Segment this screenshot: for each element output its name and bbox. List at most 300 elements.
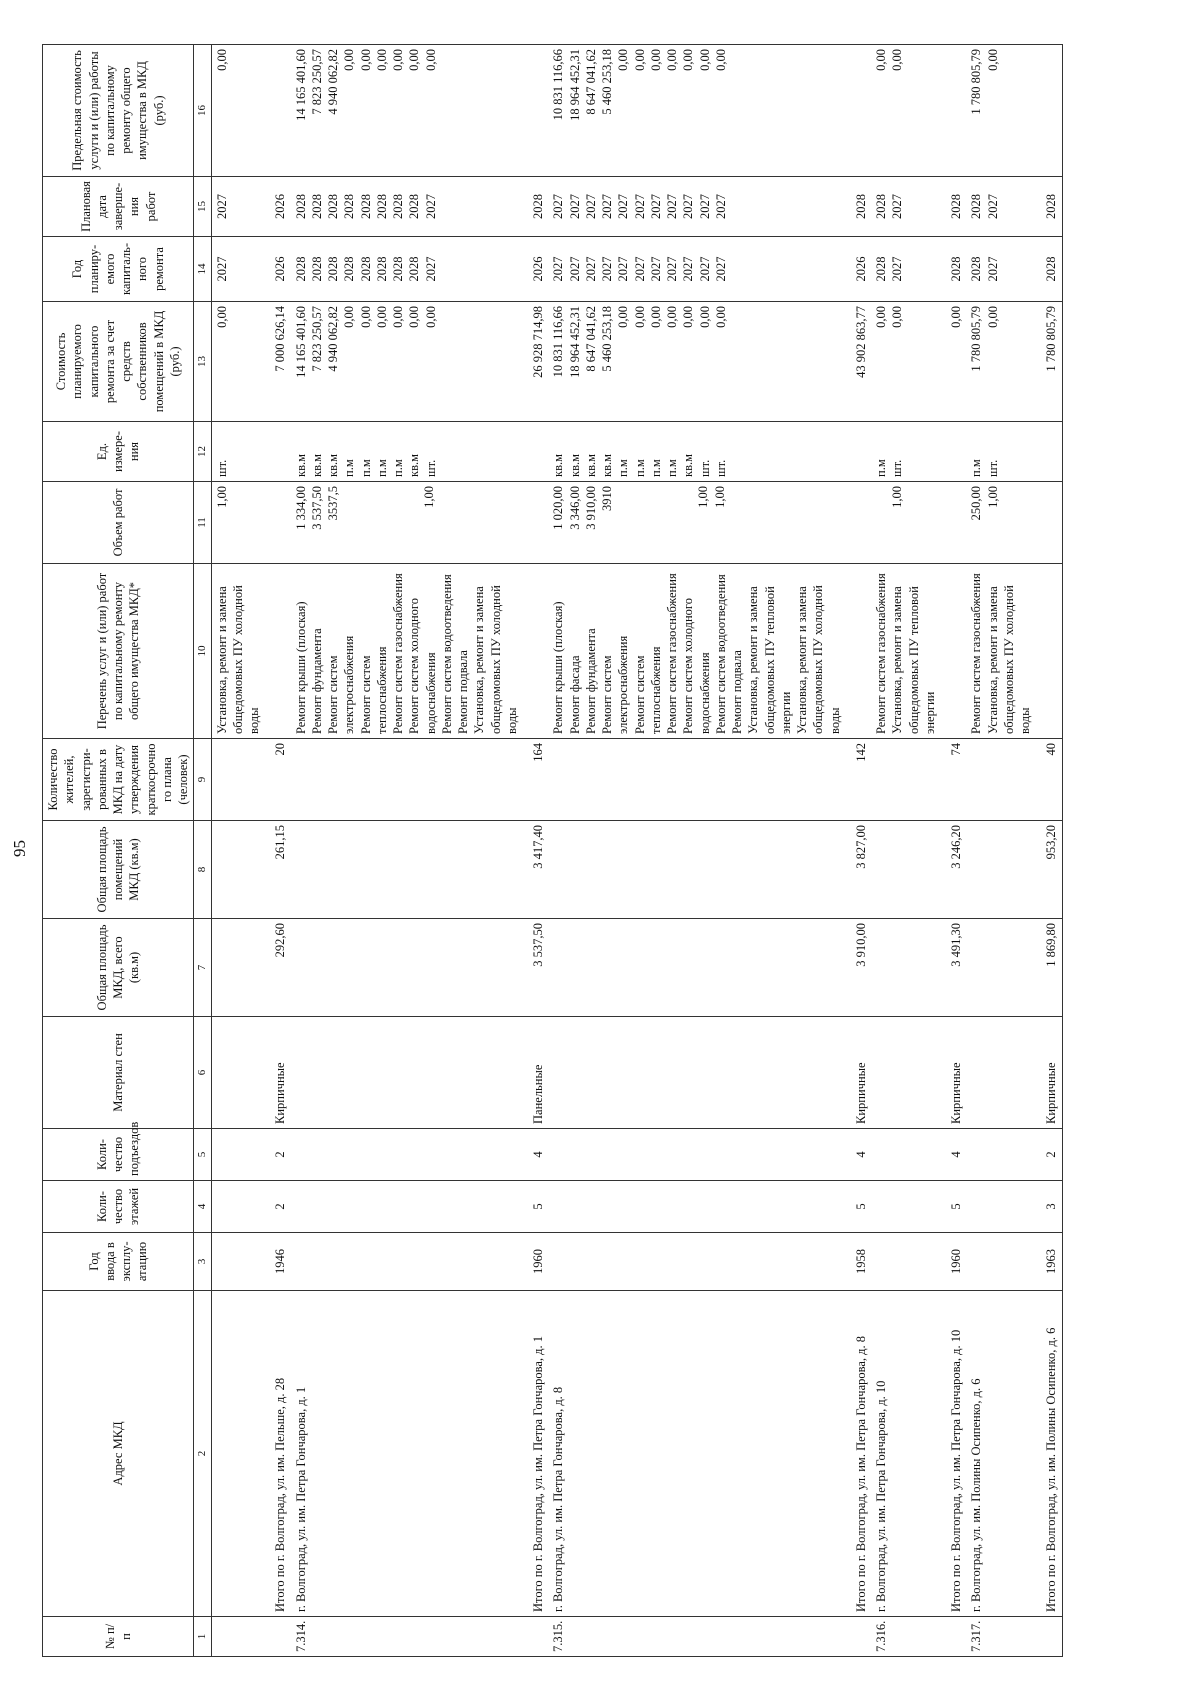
empty-cell [211, 1233, 264, 1291]
empty-cell [264, 564, 290, 739]
cost-list [871, 302, 940, 422]
work-item: Ремонт систем электроснабжения [600, 635, 631, 734]
row-number: 7.317. [966, 1617, 1035, 1657]
year-value: 2028 [874, 256, 889, 282]
work-item: Установка, ремонт и замена общедомовых ПУ холодной воды [214, 585, 262, 734]
cost-value: 0,00 [407, 306, 422, 328]
empty-cell [1035, 422, 1062, 482]
empty-cell [1035, 564, 1062, 739]
empty-cell [845, 1617, 871, 1657]
work-item: Установка, ремонт и замена общедомовых ПУ холодной воды [472, 585, 519, 734]
empty-cell [522, 45, 548, 177]
volume-value: 1,00 [985, 486, 1000, 508]
column-number: 8 [194, 821, 211, 919]
cost-value: 18 964 452,31 [567, 306, 582, 378]
year-value: 2027 [713, 256, 728, 282]
area-rooms: 3 417,40 [522, 821, 548, 919]
plan-date: 2028 [845, 177, 871, 237]
price-cap-value: 0,00 [423, 49, 438, 71]
entrances: 2 [264, 1129, 290, 1181]
work-item: Установка, ремонт и замена общедомовых ПУ тепловой энергии [746, 586, 793, 734]
empty-cell [264, 45, 290, 177]
address: г. Волгоград, ул. им. Петра Гончарова, д. 8 [548, 1291, 845, 1617]
plan-date-value: 2027 [567, 194, 582, 219]
floors: 5 [940, 1181, 966, 1233]
price-cap-value: 0,00 [358, 49, 373, 71]
column-number: 12 [194, 422, 211, 482]
column-number-row [194, 45, 211, 1657]
header-c9: Количество жителей, зарегистри-рованных в МКД на дату утверждения краткосрочно го плана (человек) [43, 739, 194, 821]
total-label: Итого по г. Волгоград, ул. им. Полины Осипенко, д. 6 [1035, 1291, 1062, 1617]
cost-value: 0,00 [214, 306, 229, 328]
plan-date-value: 2028 [374, 194, 389, 219]
empty-cell [211, 821, 264, 919]
empty-cell [966, 1129, 1035, 1181]
empty-cell [264, 482, 290, 564]
cost-list [211, 302, 264, 422]
commission-year: 1946 [264, 1233, 290, 1291]
column-number: 15 [194, 177, 211, 237]
cost-value: 0,00 [697, 306, 712, 328]
commission-year: 1960 [522, 1233, 548, 1291]
empty-cell [522, 564, 548, 739]
unit-value: п.м [358, 459, 373, 477]
empty-cell [871, 1233, 940, 1291]
residents: 74 [940, 739, 966, 821]
year-value: 2028 [374, 256, 389, 282]
planned-year: 2026 [845, 237, 871, 302]
cost-value: 0,00 [985, 306, 1000, 328]
empty-cell [940, 564, 966, 739]
year-value: 2027 [583, 256, 598, 282]
empty-cell [966, 739, 1035, 821]
floors: 5 [845, 1181, 871, 1233]
residents: 20 [264, 739, 290, 821]
volume-value [373, 486, 389, 559]
plan-date-value: 2027 [632, 194, 647, 219]
empty-cell [291, 1129, 523, 1181]
volume-value: 1,00 [422, 486, 437, 508]
header-c1: № п/п [43, 1617, 194, 1657]
work-item: Ремонт подвала [456, 650, 471, 734]
unit-value: кв.м [567, 453, 582, 477]
plan-date: 2026 [264, 177, 290, 237]
cost-value: 0,00 [391, 306, 406, 328]
plan-date-value: 2028 [342, 194, 357, 219]
plan-date-value: 2028 [293, 194, 308, 219]
work-item: Ремонт систем теплоснабжения [358, 646, 389, 734]
empty-cell [291, 1233, 523, 1291]
price-cap-value: 0,00 [214, 49, 229, 71]
empty-cell [966, 1181, 1035, 1233]
total-label: Итого по г. Волгоград, ул. им. Петра Гончарова, д. 8 [845, 1291, 871, 1617]
header-c15: Плановая дата заверше-ния работ [43, 177, 194, 237]
volume-value [405, 486, 421, 559]
empty-cell [966, 1017, 1035, 1129]
address: г. Волгоград, ул. им. Петра Гончарова, д. 10 [871, 1291, 940, 1617]
year-value: 2027 [697, 256, 712, 282]
price-cap-value: 1 780 805,79 [969, 49, 984, 115]
plan-date-value: 2027 [583, 194, 598, 219]
commission-year: 1963 [1035, 1233, 1062, 1291]
header-c14: Год планиру-емого капиталь-ного ремонта [43, 237, 194, 302]
plan-date-value: 2027 [713, 194, 728, 219]
plan-date-value: 2027 [890, 194, 905, 219]
area-rooms: 261,15 [264, 821, 290, 919]
total-label: Итого по г. Волгоград, ул. им. Петра Гончарова, д. 10 [940, 1291, 966, 1617]
volume-list [291, 482, 523, 564]
address [211, 1291, 264, 1617]
unit-list [966, 422, 1035, 482]
object-row [548, 45, 845, 1657]
price-cap-value: 0,00 [713, 49, 728, 71]
price-cap-value: 0,00 [648, 49, 663, 71]
volume-value [389, 486, 405, 559]
empty-cell [845, 482, 871, 564]
object-row [291, 45, 523, 1657]
cost-value: 0,00 [890, 306, 905, 328]
year-value: 2027 [616, 256, 631, 282]
empty-cell [522, 482, 548, 564]
work-item: Ремонт систем холодного водоснабжения [681, 598, 712, 734]
price-cap-value: 0,00 [681, 49, 696, 71]
plan-date: 2028 [1035, 177, 1062, 237]
empty-cell [1035, 482, 1062, 564]
empty-cell [871, 1129, 940, 1181]
cost-value: 0,00 [632, 306, 647, 328]
wall-material: Панельные [522, 1017, 548, 1129]
total-row [1035, 45, 1062, 1657]
empty-cell [211, 919, 264, 1017]
volume-value [873, 486, 889, 559]
volume-list [211, 482, 264, 564]
price-cap-value: 0,00 [342, 49, 357, 71]
plan-date-list [548, 177, 845, 237]
address: г. Волгоград, ул. им. Петра Гончарова, д. 1 [291, 1291, 523, 1617]
year-value: 2028 [309, 256, 324, 282]
year-list [211, 237, 264, 302]
empty-cell [940, 422, 966, 482]
empty-cell [291, 1181, 523, 1233]
price-cap-value: 4 940 062,82 [326, 49, 341, 115]
price-cap-value: 8 647 041,62 [583, 49, 598, 115]
work-item: Ремонт крыши (плоская) [293, 601, 308, 734]
volume-value [631, 486, 647, 559]
area-total: 3 491,30 [940, 919, 966, 1017]
work-list [966, 564, 1035, 739]
unit-list [211, 422, 264, 482]
residents: 142 [845, 739, 871, 821]
entrances: 4 [845, 1129, 871, 1181]
work-item: Установка, ремонт и замена общедомовых ПУ холодной воды [795, 585, 842, 734]
cost-value: 5 460 253,18 [600, 306, 615, 372]
unit-value: шт. [214, 459, 229, 477]
year-value: 2028 [358, 256, 373, 282]
plan-date-list [291, 177, 523, 237]
plan-date-list [966, 177, 1035, 237]
total-label: Итого по г. Волгоград, ул. им. Пельше, д. 28 [264, 1291, 290, 1617]
object-row [871, 45, 940, 1657]
empty-cell [522, 422, 548, 482]
cost-value: 8 647 041,62 [583, 306, 598, 372]
plan-date-value: 2027 [616, 194, 631, 219]
price-cap-value: 0,00 [391, 49, 406, 71]
column-number: 13 [194, 302, 211, 422]
year-value: 2027 [214, 256, 229, 282]
column-number: 1 [194, 1617, 211, 1657]
commission-year: 1960 [940, 1233, 966, 1291]
entrances: 4 [940, 1129, 966, 1181]
volume-value [357, 486, 373, 559]
unit-value: п.м [648, 459, 663, 477]
year-value: 2027 [665, 256, 680, 282]
work-item: Ремонт фундамента [583, 628, 598, 734]
year-value: 2027 [567, 256, 582, 282]
volume-value: 3537,5 [326, 486, 341, 521]
plan-date-value: 2027 [681, 194, 696, 219]
work-item: Ремонт фасада [567, 655, 582, 734]
cost-value: 0,00 [616, 306, 631, 328]
price-cap-value: 0,00 [374, 49, 389, 71]
page-number: 95 [10, 840, 29, 857]
plan-date-value: 2027 [697, 194, 712, 219]
work-item: Ремонт систем водоотведения [713, 574, 728, 734]
cost-value: 1 780 805,79 [969, 306, 984, 372]
commission-year: 1958 [845, 1233, 871, 1291]
unit-list [871, 422, 940, 482]
unit-value: п.м [874, 459, 889, 477]
column-number: 5 [194, 1129, 211, 1181]
address: г. Волгоград, ул. им. Полины Осипенко, д. 6 [966, 1291, 1035, 1617]
empty-cell [548, 1181, 845, 1233]
residents: 164 [522, 739, 548, 821]
plan-date-value: 2027 [665, 194, 680, 219]
year-value: 2027 [600, 256, 615, 282]
column-number: 4 [194, 1181, 211, 1233]
floors: 3 [1035, 1181, 1062, 1233]
work-item: Установка, ремонт и замена общедомовых ПУ тепловой энергии [890, 586, 937, 734]
column-number: 6 [194, 1017, 211, 1129]
column-number: 9 [194, 739, 211, 821]
empty-cell [211, 1181, 264, 1233]
unit-value: п.м [342, 459, 357, 477]
cost-list [548, 302, 845, 422]
header-c6: Материал стен [43, 1017, 194, 1129]
price-cap-value: 10 831 116,66 [551, 49, 566, 121]
total-row [522, 45, 548, 1657]
volume-value: 1,00 [890, 486, 905, 508]
empty-cell [966, 1233, 1035, 1291]
unit-value: шт. [985, 459, 1000, 477]
wall-material: Кирпичные [264, 1017, 290, 1129]
empty-cell [548, 919, 845, 1017]
empty-cell [548, 1017, 845, 1129]
work-item: Ремонт систем газоснабжения [391, 573, 406, 734]
unit-value: п.м [391, 459, 406, 477]
empty-cell [845, 422, 871, 482]
total-cost: 7 000 626,14 [264, 302, 290, 422]
cost-value: 0,00 [358, 306, 373, 328]
price-cap-value: 0,00 [616, 49, 631, 71]
plan-date-value: 2028 [407, 194, 422, 219]
total-cost: 1 780 805,79 [1035, 302, 1062, 422]
unit-value: п.м [665, 459, 680, 477]
empty-cell [548, 739, 845, 821]
volume-value: 1 334,00 [293, 486, 308, 530]
unit-value: кв.м [583, 453, 598, 477]
empty-cell [211, 1129, 264, 1181]
empty-cell [845, 45, 871, 177]
wall-material: Кирпичные [1035, 1017, 1062, 1129]
unit-value: шт. [890, 459, 905, 477]
floors: 2 [264, 1181, 290, 1233]
column-number: 7 [194, 919, 211, 1017]
plan-date-value: 2027 [648, 194, 663, 219]
empty-cell [871, 1017, 940, 1129]
total-row [264, 45, 290, 1657]
year-value: 2028 [407, 256, 422, 282]
floors: 5 [522, 1181, 548, 1233]
price-cap-list [211, 45, 264, 177]
cost-value: 0,00 [648, 306, 663, 328]
plan-date-value: 2028 [874, 194, 889, 219]
price-cap-value: 0,00 [407, 49, 422, 71]
volume-list [966, 482, 1035, 564]
wall-material: Кирпичные [845, 1017, 871, 1129]
empty-cell [522, 1617, 548, 1657]
price-cap-list [871, 45, 940, 177]
price-cap-value: 0,00 [697, 49, 712, 71]
year-value: 2027 [985, 256, 1000, 282]
volume-value: 250,00 [969, 486, 984, 521]
plan-date-list [871, 177, 940, 237]
unit-value: п.м [632, 459, 647, 477]
empty-cell [211, 739, 264, 821]
unit-list [548, 422, 845, 482]
price-cap-value: 5 460 253,18 [600, 49, 615, 115]
empty-cell [940, 1617, 966, 1657]
column-number: 3 [194, 1233, 211, 1291]
unit-value: кв.м [293, 453, 308, 477]
cost-value: 4 940 062,82 [326, 306, 341, 372]
volume-value [663, 486, 679, 559]
total-cost: 43 902 863,77 [845, 302, 871, 422]
cost-value: 0,00 [374, 306, 389, 328]
entrances: 2 [1035, 1129, 1062, 1181]
header-c2: Адрес МКД [43, 1291, 194, 1617]
empty-cell [291, 919, 523, 1017]
object-row [966, 45, 1035, 1657]
planned-year: 2028 [940, 237, 966, 302]
planned-year: 2026 [264, 237, 290, 302]
empty-cell [845, 564, 871, 739]
cost-value: 0,00 [874, 306, 889, 328]
volume-value: 1,00 [712, 486, 727, 508]
empty-cell [291, 821, 523, 919]
work-item: Ремонт фундамента [309, 628, 324, 734]
header-c7: Общая площадь МКД, всего (кв.м) [43, 919, 194, 1017]
year-value: 2027 [423, 256, 438, 282]
unit-value: кв.м [407, 453, 422, 477]
unit-value: шт. [713, 459, 728, 477]
row-number: 7.316. [871, 1617, 940, 1657]
header-c5: Коли-чество подъездов [43, 1129, 194, 1181]
empty-cell [264, 1617, 290, 1657]
header-c12: Ед. измере-ния [43, 422, 194, 482]
price-cap-list [966, 45, 1035, 177]
header-c13: Стоимость планируемого капитального ремонта за счет средств собственников помещений в МКД (руб.) [43, 302, 194, 422]
price-cap-value: 14 165 401,60 [293, 49, 308, 121]
work-item: Ремонт систем теплоснабжения [632, 646, 663, 734]
header-row [43, 45, 194, 1657]
plan-date-list [211, 177, 264, 237]
total-cost: 26 928 714,98 [522, 302, 548, 422]
area-total: 3 910,00 [845, 919, 871, 1017]
area-total: 292,60 [264, 919, 290, 1017]
cost-value: 0,00 [665, 306, 680, 328]
volume-value [679, 486, 695, 559]
total-row [845, 45, 871, 1657]
plan-date-value: 2027 [985, 194, 1000, 219]
year-value: 2027 [648, 256, 663, 282]
price-cap-value: 0,00 [632, 49, 647, 71]
cost-value: 0,00 [681, 306, 696, 328]
column-number: 14 [194, 237, 211, 302]
work-item: Ремонт систем электроснабжения [326, 635, 357, 734]
volume-list [548, 482, 845, 564]
unit-value: кв.м [309, 453, 324, 477]
empty-cell [871, 739, 940, 821]
cost-value: 0,00 [713, 306, 728, 328]
header-c10: Перечень услуг и (или) работ по капитальному ремонту общего имущества МКД* [43, 564, 194, 739]
year-list [548, 237, 845, 302]
empty-cell [291, 1017, 523, 1129]
work-item: Установка, ремонт и замена общедомовых ПУ холодной воды [985, 585, 1033, 734]
volume-value: 3 910,00 [583, 486, 598, 530]
price-cap-list [548, 45, 845, 177]
work-item: Ремонт систем водоотведения [439, 574, 454, 734]
volume-value [647, 486, 663, 559]
row-number: 7.314. [291, 1617, 523, 1657]
price-cap-value: 0,00 [890, 49, 905, 71]
work-list [291, 564, 523, 739]
volume-value: 1,00 [214, 486, 229, 508]
column-number: 2 [194, 1291, 211, 1617]
area-total: 3 537,50 [522, 919, 548, 1017]
year-value: 2028 [391, 256, 406, 282]
plan-date-value: 2027 [423, 194, 438, 219]
unit-value: кв.м [600, 453, 615, 477]
total-label: Итого по г. Волгоград, ул. им. Петра Гончарова, д. 1 [522, 1291, 548, 1617]
year-list [291, 237, 523, 302]
empty-cell [1035, 1617, 1062, 1657]
empty-cell [1035, 45, 1062, 177]
work-list [211, 564, 264, 739]
empty-cell [548, 821, 845, 919]
year-list [871, 237, 940, 302]
year-value: 2027 [551, 256, 566, 282]
plan-date-value: 2028 [358, 194, 373, 219]
header-c16: Предельная стоимость услуги и (или) работы по капитальному ремонту общего имущества в МКД (руб.) [43, 45, 194, 177]
plan-date-value: 2028 [326, 194, 341, 219]
volume-value: 1,00 [696, 486, 711, 508]
plan-date-value: 2028 [391, 194, 406, 219]
plan-date-value: 2027 [214, 194, 229, 219]
unit-value: шт. [423, 459, 438, 477]
unit-value: п.м [616, 459, 631, 477]
price-cap-value: 18 964 452,31 [567, 49, 582, 121]
cost-list [291, 302, 523, 422]
